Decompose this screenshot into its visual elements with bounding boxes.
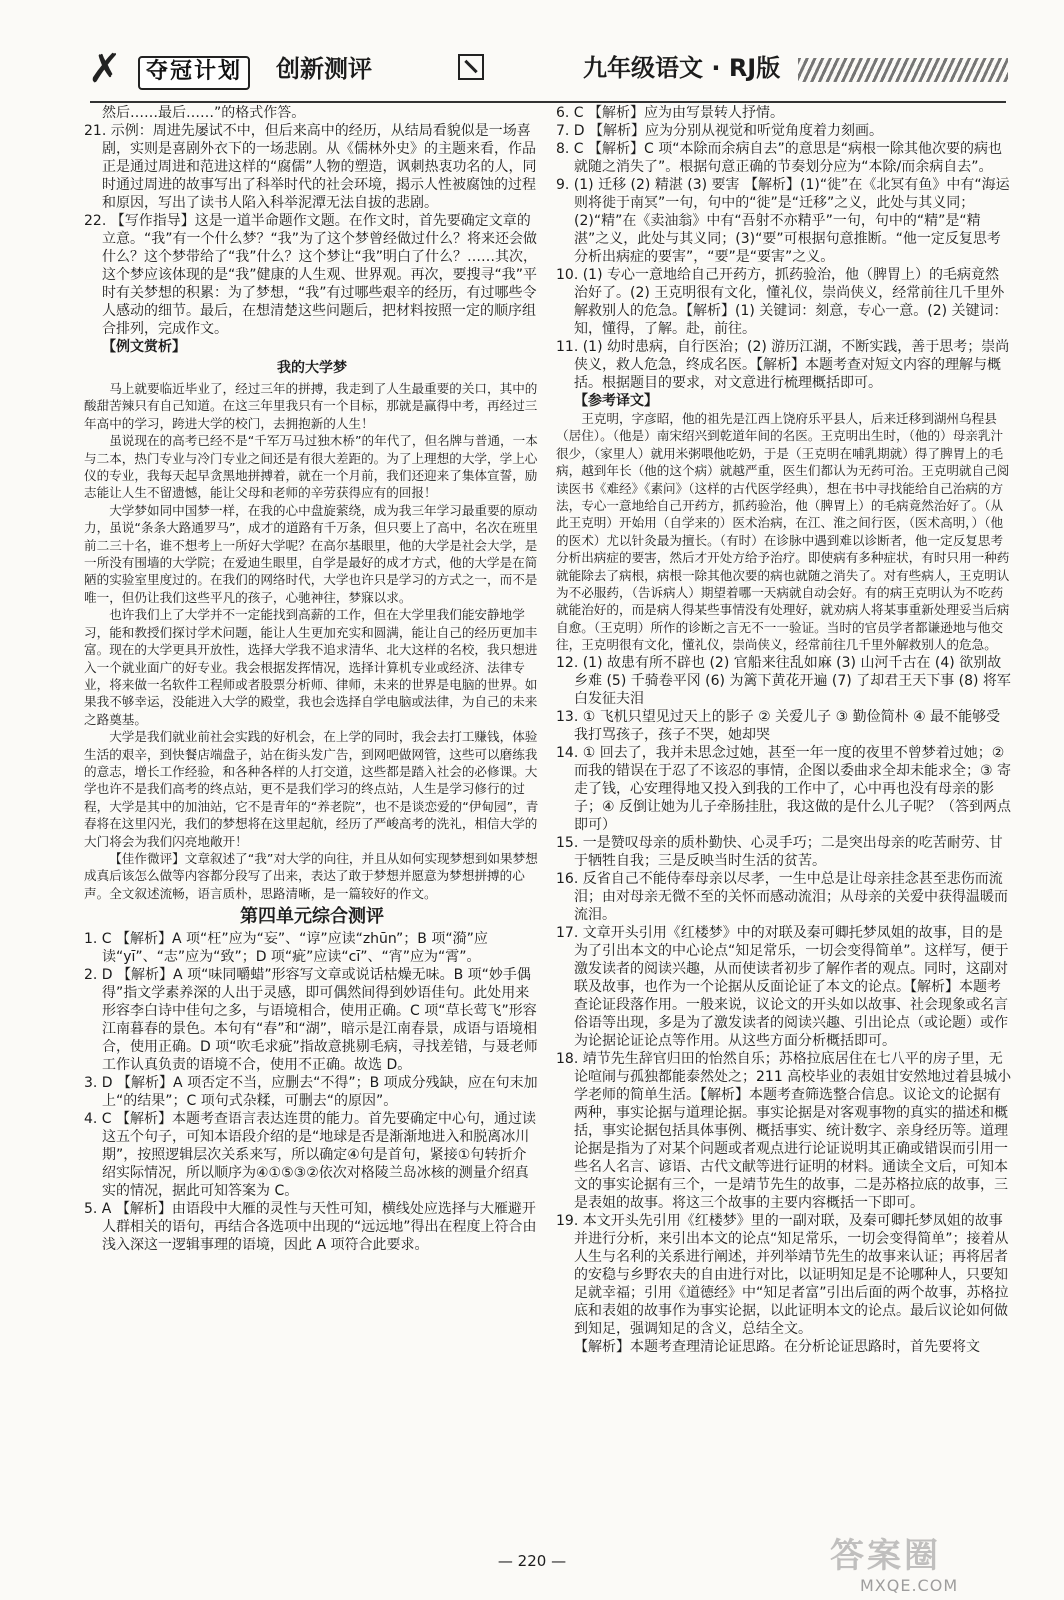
answer-paragraph: 12. (1) 故患有所不辟也 (2) 官船来往乱如麻 (3) 山河千古在 (4) 欲别故乡难 (5) 千骑卷平冈 (6) 为篱下黄花开遍 (7) 了却君王天下事 (8) 将军白发征夫泪 bbox=[556, 654, 1011, 707]
answer-paragraph: 2. D 【解析】A 项“味同嚼蜡”形容写文章或说话枯燥无味。B 项“妙手偶得”指文学素养深的人出于灵感，即可偶然间得到妙语佳句。此处用来形容李白诗中佳句之多，与语境相合，使用正确。C 项“草长莺飞”形容江南暮春的景色。本句有“春”和“湖”，暗示是江南春景，成语与语境相合，使用正确。D 项“吹毛求疵”指故意挑剔毛病，寻找差错，与聂老师工作认真负责的语境不合，使用不正确。故选 D。 bbox=[84, 967, 538, 1074]
answer-paragraph: 【例文赏析】 bbox=[102, 339, 186, 355]
pen-icon bbox=[458, 54, 484, 80]
answer-paragraph: 虽说现在的高考已经不是“千军万马过独木桥”的年代了，但名牌与普通，一本与二本，热门专业与冷门专业之间还是有很大差距的。为了上理想的大学，学上心仪的专业，我每天起早贪黑地拼搏着，就在一个月前，我们还迎来了集体宣誓，励志能让人生不留遗憾，能让父母和老师的辛劳获得应有的回报！ bbox=[84, 433, 538, 501]
site-watermark: 答案圈 bbox=[830, 1536, 941, 1576]
watermark-url: MXQE.COM bbox=[860, 1576, 959, 1595]
answer-paragraph: 也许我们上了大学并不一定能找到高薪的工作，但在大学里我们能安静地学习，能和教授们探讨学术问题，能让人生更加充实和圆满，能让自己的经历更加丰富。现在的大学更具开放性，选择大学我不追求清华、北大这样的名校，我只想进入一个就业面广的好专业。我会根据发挥情况，选择计算机专业或经济、法律专业，将来做一名软件工程师或者股票分析师、律师，未来的世界是电脑的世界。如果我不够幸运，没能进入大学的殿堂，我也会选择自学电脑或法律，为自己的未来之路奠基。 bbox=[84, 607, 538, 727]
book-title: 九年级语文 · RJ版 bbox=[583, 54, 781, 82]
answer-paragraph: 18. 靖节先生辞官归田的怡然自乐；苏格拉底居住在七八平的房子里，无论喧闹与孤独都能泰然处之；211 高校毕业的表姐甘安然地过着县城小学老师的简单生活。【解析】本题考查筛选整合信息。议论文的论据有两种，事实论据与道理论据。事实论据是对客观事物的真实的描述和概括，事实论据包括具体事例、概括事实、统计数字、亲身经历等。道理论据是指为了对某个问题或者观点进行论证说明其正确或错误而引用一些名人名言、谚语、古代文献等进行证明的材料。通读全文后，可知本文的事实论据有三个，一是靖节先生的故事，二是苏格拉底的故事，三是表姐的故事。将这三个故事的主要内容概括一下即可。 bbox=[556, 1050, 1012, 1211]
page-number: — 220 — bbox=[497, 1552, 567, 1570]
answer-paragraph: 21. 示例：周进先屡试不中，但后来高中的经历，从结局看貌似是一场喜剧，实则是喜剧外衣下的一场悲剧。从《儒林外史》的主题来看，作品正是通过周进和范进这样的“腐儒”人物的塑造，讽刺热衷功名的人，同时通过周进的故事写出了科举时代的社会环境，揭示人性被腐蚀的过程和原因，写出了读书人陷入科举泥潭无法自拔的悲剧。 bbox=[84, 123, 537, 211]
answer-paragraph: 6. C 【解析】应为由写景转人抒情。 bbox=[556, 105, 785, 121]
answer-paragraph: 7. D 【解析】应为分别从视觉和听觉角度着力刻画。 bbox=[556, 123, 884, 139]
page-header bbox=[78, 40, 1008, 98]
answer-paragraph: 8. C 【解析】C 项“本除而余病自去”的意思是“病根一除其他次要的病也就随之消失了”。根据句意正确的节奏划分应为“本除/而余病自去”。 bbox=[556, 141, 1003, 175]
answer-paragraph: 16. 反省自己不能侍奉母亲以尽孝，一生中总是让母亲挂念甚至悲伤而流泪；由对母亲无微不至的关怀而感动流泪；从母亲的关爱中获得温暖而流泪。 bbox=[556, 870, 1008, 923]
answer-paragraph: 3. D 【解析】A 项否定不当，应删去“不得”；B 项成分残缺，应在句末加上“的结果”；C 项句式杂糅，可删去“的原因”。 bbox=[84, 1075, 538, 1110]
answer-paragraph: 大学是我们就业前社会实践的好机会，在上学的同时，我会去打工赚钱，体验生活的艰辛，到快餐店端盘子，站在街头发广告，到网吧做网管，这些可以磨练我的意志，增长工作经验，和各种各样的人打交道，这些都是踏入社会的必修课。大学也许不是我们高考的终点站，更不是我们学习的终点站，人生是学习修行的过程，大学是其中的加油站，它不是青年的“养老院”，也不是谈恋爱的“伊甸园”，青春将在这里闪光，我们的梦想将在这里起航，经历了严峻高考的洗礼，相信大学的大门将会为我们闪亮地敞开！ bbox=[84, 729, 539, 849]
answer-paragraph: 14. ① 回去了，我并未思念过她，甚至一年一度的夜里不曾梦着过她；② 而我的错误在于忍了不该忍的事情，企图以委曲求全却未能求全；③ 寄走了钱，心安理得地又投入到我的工作中了，心中再也没有母亲的影子；④ 反倒让她为儿子牵肠挂肚，我这做的是什么儿子呢？（答到两点即可） bbox=[556, 744, 1011, 833]
answer-column-right bbox=[556, 104, 1012, 1356]
answer-paragraph: 【佳作微评】文章叙述了“我”对大学的向往，并且从如何实现梦想到如果梦想成真后该怎么做等内容都分段写了出来，表达了敢于梦想并愿意为梦想拼搏的心声。全文叙述流畅，语言质朴，思路清晰，是一篇较好的作文。 bbox=[84, 850, 538, 901]
answer-column-left bbox=[84, 104, 540, 1254]
answer-paragraph: 13. ① 飞机只望见过天上的影子 ② 关爱儿子 ③ 勤俭简朴 ④ 最不能够受我打骂孩子，孩子不哭，她却哭 bbox=[556, 708, 1001, 743]
answer-paragraph: 4. C 【解析】本题考查语言表达连贯的能力。首先要确定中心句，通过读这五个句子，可知本语段介绍的是“地球是否是渐渐地进入和脱离冰川期”，按照逻辑层次关系来写，所以确定④句是首句，紧接①句转折介绍实际情况，所以顺序为④①⑤③②依次对格陵兰岛冰核的测量介绍真实的情况，据此可知答案为 C。 bbox=[84, 1111, 537, 1200]
answer-paragraph: 我的大学梦 bbox=[277, 360, 347, 376]
answer-paragraph: 11. (1) 幼时患病，自行医治；(2) 游历江湖，不断实践，善于思考；崇尚侠义，救人危急，终成名医。【解析】本题考查对短文内容的理解与概括。根据题目的要求，对文意进行梳理概括即可。 bbox=[556, 339, 1010, 391]
answer-paragraph: 10. (1) 专心一意地给自己开药方，抓药验治，他（脾胃上）的毛病竟然治好了。(2) 王克明很有文化，懂礼仪，崇尚侠义，经常前往几千里外解救别人的危急。【解析】(1) 关键词：刻意，专心一意。(2) 关键词：知，懂得，了解。赴，前往。 bbox=[556, 267, 1008, 337]
runner-icon: ✗ bbox=[88, 46, 122, 92]
brand-name: 夺冠计划 bbox=[138, 56, 250, 90]
header-divider bbox=[90, 101, 1006, 103]
decorative-stripes bbox=[798, 58, 1008, 82]
answer-paragraph: 然后……最后……”的格式作答。 bbox=[102, 105, 306, 121]
answer-paragraph: 5. A 【解析】由语段中大雁的灵性与天性可知，横线处应选择与大雁避开人群相关的语句，再结合各选项中出现的“远远地”得出在程度上符合由浅入深这一逻辑事理的语境，因此 A 项符合此要求。 bbox=[84, 1201, 537, 1254]
answer-paragraph: 第四单元综合测评 bbox=[240, 906, 384, 928]
answer-paragraph: 【参考译文】 bbox=[574, 393, 658, 409]
answer-paragraph: 大学梦如同中国梦一样，在我的心中盘旋萦绕，成为我三年学习最重要的原动力，虽说“条条大路通罗马”，成才的道路有千万条，但只要上了高中，名次在班里前二三十名，谁不想考上一所好大学呢？在高尔基眼里，他的大学是社会大学，是一所没有围墙的大学院；在爱迪生眼里，自学是最好的成才方式，他的大学是在简陋的实验室里度过的。在我们的网络时代，大学也许只是学习的方式之一，而不是唯一，但仍让我们这些平凡的孩子，心驰神往，梦寐以求。 bbox=[84, 502, 538, 605]
answer-paragraph: 19. 本文开头先引用《红楼梦》里的一副对联，及秦可卿托梦凤姐的故事并进行分析，来引出本文的论点“知足常乐，一切会变得简单”；接着从人生与名利的关系进行阐述，并列举靖节先生的故事来认证；再将居者的安稳与乡野农夫的自由进行对比，以证明知足是不论哪种人，只要知足就幸福；引用《道德经》中“知足者富”引出后面的两个故事，苏格拉底和表姐的故事作为事实论据，以此证明本文的论点。最后议论如何做到知足，强调知足的含义，总结全文。 bbox=[556, 1212, 1009, 1337]
answer-paragraph: 王克明，字彦昭，他的祖先是江西上饶府乐平县人，后来迁移到湖州乌程县（居住）。（他是）南宋绍兴到乾道年间的名医。王克明出生时，（他的）母亲乳汁很少，（家里人）就用米粥喂他吃奶，于是（王克明在哺乳期就）得了脾胃上的毛病，越到年长（他的这个病）就越严重，医生们都认为无药可治。王克明就自己阅读医书《难经》《素问》（这样的古代医学经典），想在书中寻找能给自己治病的方法，专心一意地给自己开药方，抓药验治，他（脾胃上）的毛病竟然治好了。（从此王克明）开始用（自学来的）医术治病，在江、淮之间行医，（医术高明，）（他的医术）尤以针灸最为擅长。（有时）在诊脉中遇到难以诊断者，他一定反复思考分析出病症的要害，然后才开处方给予治疗。即使病有多种症状，有时只用一种药就能除去了病根，病根一除其他次要的病也就随之消失了。对有些病人，王克明认为不必服药，（告诉病人）期望着哪一天病就自动会好。有的病王克明认为不吃药就能治好的，而是病人得某些事情没有处理好，就劝病人将某事重新处理妥当后病自愈。（王克明）所作的诊断之言无不一一验证。当时的官员学者都谦逊地与他交往，王克明很有文化，懂礼仪，崇尚侠义，经常前往几千里外解救别人的危急。 bbox=[556, 411, 1010, 653]
answer-paragraph: 【解析】本题考查理清论证思路。在分析论证思路时，首先要将文 bbox=[574, 1338, 980, 1355]
answer-paragraph: 9. (1) 迁移 (2) 精湛 (3) 要害 【解析】(1)“徙”在《北冥有鱼》中有“海运则将徙于南冥”一句，句中的“徙”是“迁移”之义，此处与其义同；(2)“精”在《卖油翁》中有“吾射不亦精乎”一句，句中的“精”是“精湛”之义，此处与其义同；(3)“要”可根据句意推断。“他一定反复思考分析出病症的要害”，“要”是“要害”之义。 bbox=[556, 177, 1010, 265]
answer-paragraph: 22. 【写作指导】这是一道半命题作文题。在作文时，首先要确定文章的立意。“我”有一个什么梦？“我”为了这个梦曾经做过什么？将来还会做什么？这个梦带给了“我”什么？这个梦让“我”明白了什么？……其次，这个梦应该体现的是“我”健康的人生观、世界观。再次，要搜寻“我”平时有关梦想的积累：为了梦想，“我”有过哪些艰辛的经历，有过哪些令人感动的细节。最后，在想清楚这些问题后，把材料按照一定的顺序组合排列，完成作文。 bbox=[84, 213, 538, 337]
series-title: 创新测评 bbox=[276, 55, 372, 83]
answer-paragraph: 马上就要临近毕业了，经过三年的拼搏，我走到了人生最重要的关口，其中的酸甜苦辣只有自己知道。在这三年里我只有一个目标，那就是赢得中考，再经过三年高中的学习，跨进大学的校门，去拥抱新的人生！ bbox=[84, 381, 538, 431]
answer-paragraph: 15. 一是赞叹母亲的质朴勤快、心灵手巧；二是突出母亲的吃苦耐劳、甘于牺牲自我；三是反映当时生活的贫苦。 bbox=[556, 834, 1003, 869]
answer-paragraph: 1. C 【解析】A 项“枉”应为“妄”、“谆”应读“zhūn”；B 项“漪”应读“yī”、“志”应为“致”；D 项“疵”应读“cī”、“宵”应为“霄”。 bbox=[84, 931, 488, 966]
answer-paragraph: 17. 文章开头引用《红楼梦》中的对联及秦可卿托梦凤姐的故事，目的是为了引出本文的中心论点“知足常乐，一切会变得简单”。这样写，便于激发读者的阅读兴趣，从而使读者初步了解作者的观点。同时，这副对联及故事，也作为一个论据从反面论证了本文的论点。【解析】本题考查论证段落作用。一般来说，议论文的开头如以故事、社会现象或名言俗语等出现，多是为了激发读者的阅读兴趣、引出论点（或论题）或作为论据论证论点等作用。从这些方面分析概括即可。 bbox=[556, 924, 1009, 1049]
